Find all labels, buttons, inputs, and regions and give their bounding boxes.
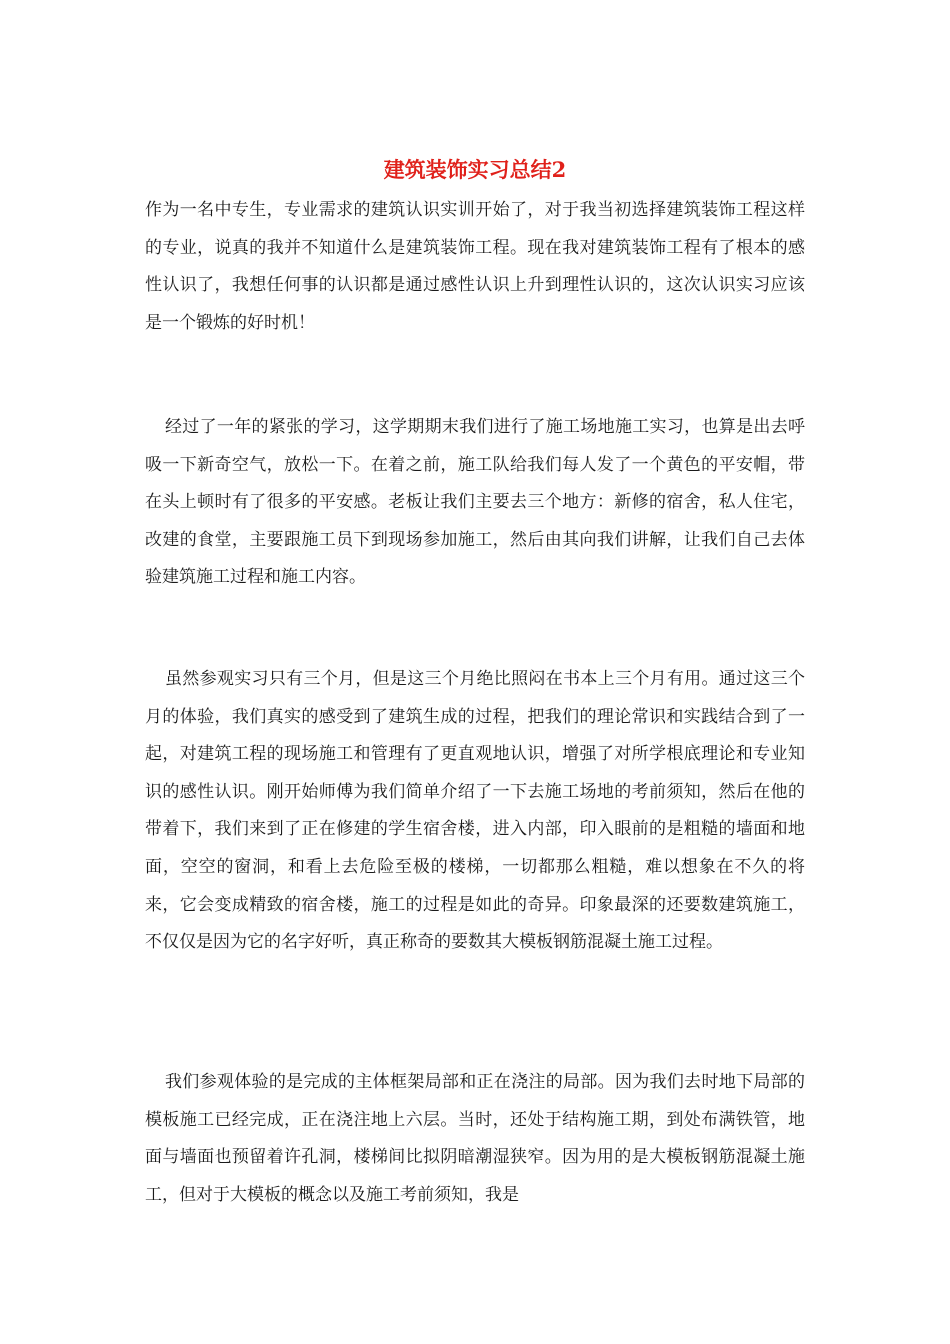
paragraph-construction-details: 我们参观体验的是完成的主体框架局部和正在浇注的局部。因为我们去时地下局部的模板施工已经完成，正在浇注地上六层。当时，还处于结构施工期，到处布满铁管，地面与墙面也预留着许孔洞，楼梯间比拟阴暗潮湿狭窄。因为用的是大模板钢筋混凝土施工，但对于大模板的概念以及施工考前须知，我是 bbox=[145, 1072, 805, 1205]
paragraph-site-visit: 虽然参观实习只有三个月，但是这三个月绝比照闷在书本上三个月有用。通过这三个月的体验，我们真实的感受到了建筑生成的过程，把我们的理论常识和实践结合到了一起，对建筑工程的现场施工和管理有了更直观地认识，增强了对所学根底理论和专业知识的感性认识。刚开始师傅为我们简单介绍了一下去施工场地的考前须知，然后在他的带着下，我们来到了正在修建的学生宿舍楼，进入内部，印入眼前的是粗糙的墙面和地面，空空的窗洞，和看上去危险至极的楼梯，一切都那么粗糙，难以想象在不久的将来，它会变成精致的宿舍楼，施工的过程是如此的奇异。印象最深的还要数建筑施工，不仅仅是因为它的名字好听，真正称奇的要数其大模板钢筋混凝土施工过程。 bbox=[145, 669, 805, 953]
paragraph-intro: 作为一名中专生，专业需求的建筑认识实训开始了，对于我当初选择建筑装饰工程这样的专业，说真的我并不知道什么是建筑装饰工程。现在我对建筑装饰工程有了根本的感性认识了，我想任何事的认识都是通过感性认识上升到理性认识的，这次认识实习应该是一个锻炼的好时机！ bbox=[145, 200, 805, 333]
document-title: 建筑装饰实习总结2 bbox=[383, 157, 567, 182]
paragraph-internship-overview: 经过了一年的紧张的学习，这学期期末我们进行了施工场地施工实习，也算是出去呼吸一下新奇空气，放松一下。在着之前，施工队给我们每人发了一个黄色的平安帽，带在头上顿时有了很多的平安感。老板让我们主要去三个地方：新修的宿舍，私人住宅，改建的食堂，主要跟施工员下到现场参加施工，然后由其向我们讲解，让我们自己去体验建筑施工过程和施工内容。 bbox=[145, 417, 805, 588]
